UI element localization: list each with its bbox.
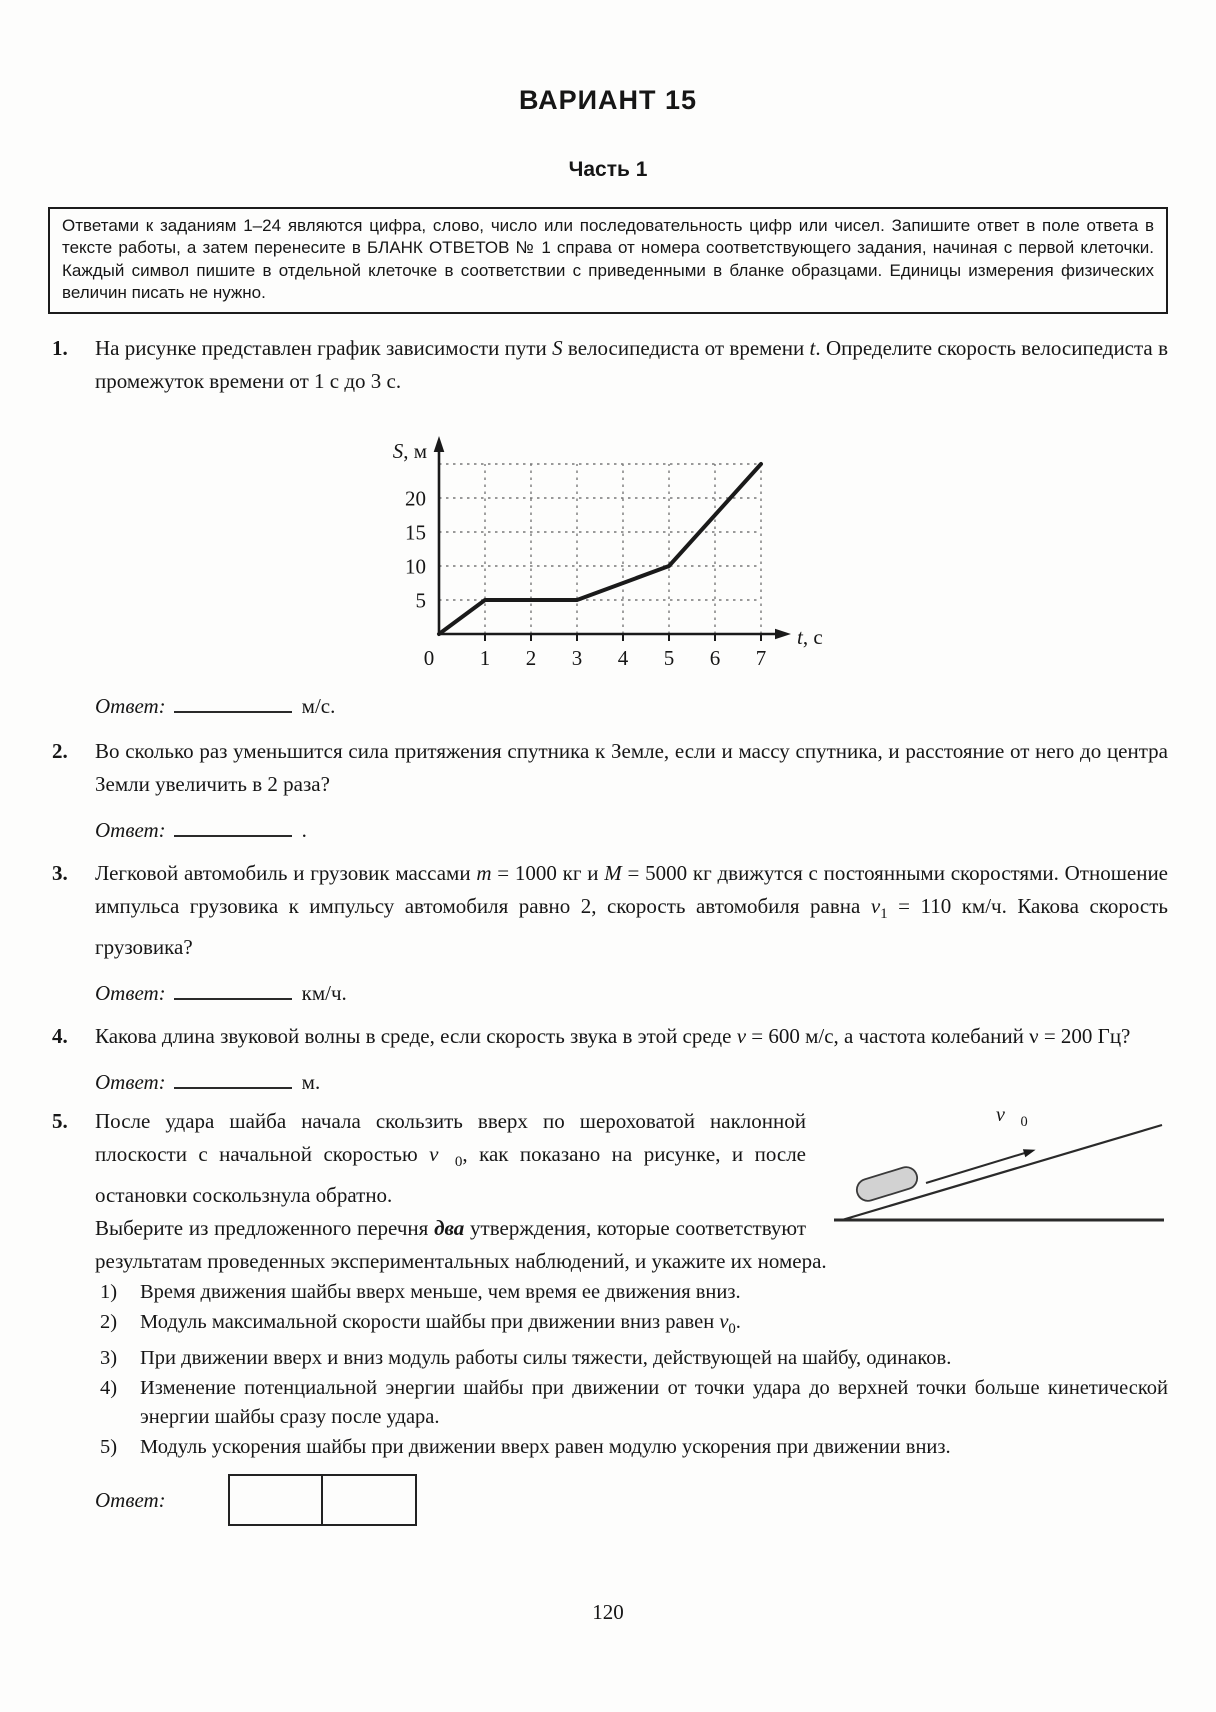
statement-2 bbox=[95, 1308, 1168, 1345]
statement-3-text: При движении вверх и вниз модуль работы силы тяжести, действующей на шайбу, одинаков. bbox=[140, 1347, 952, 1370]
answer-label: Ответ: bbox=[95, 1487, 166, 1512]
answer-unit: м/с. bbox=[301, 693, 336, 718]
question-1 bbox=[48, 332, 1168, 723]
question-4-answer-line bbox=[95, 1065, 1168, 1099]
answer-unit: км/ч. bbox=[301, 981, 347, 1006]
statement-4 bbox=[95, 1374, 1168, 1433]
instructions-text: Ответами к заданиям 1–24 являются цифра, слово, число или последовательность цифр или чисел. Запишите ответ в поле ответа в тексте работы, а затем перенесите в БЛАНК ОТВЕТОВ № 1 справа от номера соответствующего задания, начиная с первой клеточки. Каждый символ пишите в отдельной клеточке в соответствии с приведенными в бланке образцами. Единицы измерения физических величин писать не нужно. bbox=[62, 215, 1154, 303]
svg-text:20: 20 bbox=[405, 486, 426, 511]
answer-blank[interactable] bbox=[174, 1065, 292, 1089]
statement-4-number: 4) bbox=[100, 1376, 118, 1399]
question-3-text: Легковой автомобиль и грузовик массами m = 1000 кг и M = 5000 кг движутся с постоянными скоростями. Отношение импульса грузовика к импульсу автомобиля равно 2, скорость автомобиля равна $v_1 = 110$ км/ч. Какова скорость грузовика? bbox=[95, 860, 1169, 960]
question-3-answer-line bbox=[95, 976, 1168, 1010]
question-1-answer-line bbox=[95, 689, 1168, 723]
question-4-number: 4. bbox=[52, 1024, 68, 1049]
question-1-text: На рисунке представлен график зависимости пути S велосипедиста от времени t. Определите скорость велосипедиста в промежуток времени от 1 с до 3 с. bbox=[95, 335, 1168, 393]
svg-text:7: 7 bbox=[755, 645, 767, 670]
question-5-answer-line bbox=[95, 1474, 1168, 1526]
svg-text:10: 10 bbox=[405, 554, 426, 579]
statement-1-number: 1) bbox=[100, 1281, 118, 1304]
answer-label: Ответ: bbox=[95, 693, 166, 718]
question-4 bbox=[48, 1020, 1168, 1099]
statement-5-text: Модуль ускорения шайбы при движении вверх равен модулю ускорения при движении вниз. bbox=[140, 1435, 951, 1458]
answer-blank[interactable] bbox=[174, 976, 292, 1000]
svg-text:S, м: S, м bbox=[392, 438, 427, 463]
question-2 bbox=[48, 735, 1168, 847]
question-1-number: 1. bbox=[52, 335, 68, 360]
svg-text:3: 3 bbox=[571, 645, 583, 670]
statement-1-text: Время движения шайбы вверх меньше, чем время ее движения вниз. bbox=[140, 1281, 741, 1304]
question-4-text: Какова длина звуковой волны в среде, если скорость звука в этой среде v = 600 м/с, а частота колебаний ν = 200 Гц? bbox=[95, 1024, 1131, 1049]
svg-text:5: 5 bbox=[663, 645, 675, 670]
variant-title: ВАРИАНТ 15 bbox=[518, 85, 698, 115]
svg-text:4: 4 bbox=[617, 645, 629, 670]
statement-3-number: 3) bbox=[100, 1347, 118, 1370]
part-title: Часть 1 bbox=[568, 157, 648, 181]
statement-3 bbox=[95, 1344, 1168, 1374]
statement-2-text: Модуль максимальной скорости шайбы при движении вниз равен $v_0$. bbox=[140, 1310, 741, 1337]
instructions-box bbox=[48, 207, 1168, 314]
svg-text:15: 15 bbox=[405, 520, 426, 545]
statement-5-number: 5) bbox=[100, 1435, 118, 1458]
svg-text:t, c: t, c bbox=[797, 624, 823, 649]
statement-1 bbox=[95, 1278, 1168, 1308]
answer-label: Ответ: bbox=[95, 981, 166, 1006]
incline-figure bbox=[828, 1105, 1168, 1233]
answer-blank[interactable] bbox=[174, 689, 292, 713]
svg-text:5: 5 bbox=[415, 588, 426, 613]
question-3-number: 3. bbox=[52, 860, 68, 885]
answer-cell-2[interactable] bbox=[321, 1474, 417, 1526]
statement-5 bbox=[95, 1433, 1168, 1463]
svg-text:0: 0 bbox=[423, 645, 435, 670]
page-number: 120 bbox=[592, 1600, 624, 1624]
answer-blank[interactable] bbox=[174, 813, 292, 837]
statement-2-number: 2) bbox=[100, 1310, 118, 1333]
question-5-number: 5. bbox=[52, 1109, 68, 1134]
question-5-text: После удара шайба начала скользить вверх по шероховатой наклонной плоскости с начальной скоростью $v⃗_0$, как показано на рисунке, и после остановки соскользнула обратно. Выберите из предложенного перечня два утверждения, которые соответствуют результатам проведенных экспериментальных наблюдений, и укажите их номера. bbox=[95, 1109, 827, 1274]
statement-4-text: Изменение потенциальной энергии шайбы при движении от точки удара до верхней точки больше кинетической энергии шайбы сразу после удара. bbox=[140, 1376, 1168, 1429]
question-2-number: 2. bbox=[52, 738, 68, 763]
answer-cell-1[interactable] bbox=[228, 1474, 324, 1526]
svg-text:1: 1 bbox=[479, 645, 491, 670]
answer-unit: м. bbox=[301, 1070, 321, 1095]
svg-text:2: 2 bbox=[525, 645, 537, 670]
svg-text:6: 6 bbox=[709, 645, 721, 670]
answer-unit: . bbox=[301, 817, 307, 842]
velocity-arrowhead bbox=[1023, 1149, 1036, 1157]
answer-box bbox=[228, 1474, 418, 1526]
question-3 bbox=[48, 857, 1168, 1010]
distance-time-chart-svg bbox=[339, 406, 839, 672]
initial-velocity-label: $v⃗_0$ bbox=[996, 1104, 1028, 1131]
distance-time-chart bbox=[339, 406, 1168, 677]
question-2-text: Во сколько раз уменьшится сила притяжения спутника к Земле, если и массу спутника, и расстояние от него до центра Земли увеличить в 2 раза? bbox=[95, 738, 1168, 796]
statements-list bbox=[95, 1278, 1168, 1462]
answer-label: Ответ: bbox=[95, 1070, 166, 1095]
answer-label: Ответ: bbox=[95, 817, 166, 842]
question-2-answer-line bbox=[95, 813, 1168, 847]
velocity-arrow bbox=[926, 1152, 1028, 1183]
question-5 bbox=[48, 1105, 1168, 1526]
puck bbox=[854, 1165, 920, 1204]
